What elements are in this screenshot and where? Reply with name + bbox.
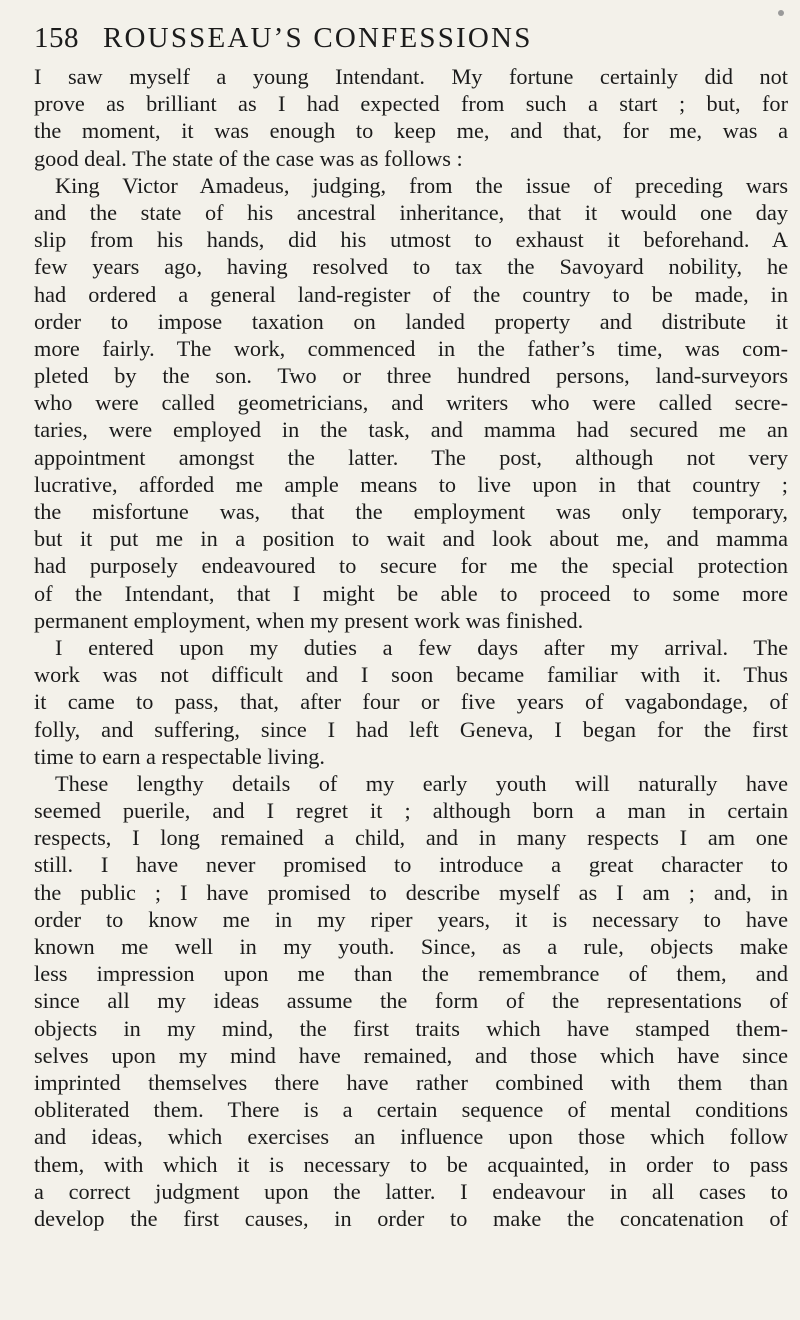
- text-line: the misfortune was, that the employment was only temporary,: [34, 499, 788, 524]
- text-line: develop the first causes, in order to make the concatenation of: [34, 1205, 788, 1231]
- text-line: the moment, it was enough to keep me, and that, for me, was a: [34, 118, 788, 144]
- running-title: ROUSSEAU’S CONFESSIONS: [103, 22, 533, 54]
- text-line: seemed puerile, and I regret it ; although born a man in certain: [34, 798, 788, 824]
- text-line: but it put me in a position to wait and look about me, and mamma: [34, 526, 788, 552]
- text-line: imprinted themselves there have rather combined with them than: [34, 1069, 788, 1095]
- text-line: time to earn a respectable living.: [34, 743, 325, 769]
- text-line: I saw myself a young Intendant. My fortune certainly did not: [34, 64, 788, 89]
- text-line: These lengthy details of my early youth will naturally have: [55, 770, 788, 796]
- running-header: [34, 22, 784, 62]
- text-line: and ideas, which exercises an influence upon those which follow: [34, 1124, 788, 1150]
- text-line: known me well in my youth. Since, as a rule, objects make: [34, 934, 788, 959]
- text-line: a correct judgment upon the latter. I endeavour in all cases to: [34, 1178, 788, 1204]
- text-line: still. I have never promised to introduce a great character to: [34, 852, 788, 878]
- text-line: few years ago, having resolved to tax the Savoyard nobility, he: [34, 254, 788, 280]
- page-number: 158: [34, 22, 79, 54]
- text-line: objects in my mind, the first traits which have stamped them-: [34, 1015, 788, 1041]
- text-line: it came to pass, that, after four or five years of vagabondage, of: [34, 689, 788, 715]
- text-line: prove as brilliant as I had expected from such a start ; but, for: [34, 91, 788, 117]
- text-line: of the Intendant, that I might be able to proceed to some more: [34, 580, 788, 606]
- text-line: I entered upon my duties a few days after my arrival. The: [55, 634, 788, 660]
- text-line: had ordered a general land-register of the country to be made, in: [34, 281, 788, 307]
- text-line: and the state of his ancestral inheritance, that it would one day: [34, 199, 788, 225]
- text-line: slip from his hands, did his utmost to exhaust it beforehand. A: [34, 227, 788, 253]
- text-line: since all my ideas assume the form of the representations of: [34, 988, 788, 1014]
- text-line: them, with which it is necessary to be acquainted, in order to pass: [34, 1151, 788, 1177]
- text-line: appointment amongst the latter. The post, although not very: [34, 444, 788, 470]
- text-line: who were called geometricians, and writers who were called secre-: [34, 390, 788, 416]
- text-line: obliterated them. There is a certain sequence of mental conditions: [34, 1097, 788, 1123]
- print-speck: [778, 10, 784, 16]
- text-line: selves upon my mind have remained, and those which have since: [34, 1042, 788, 1068]
- text-line: more fairly. The work, commenced in the father’s time, was com-: [34, 335, 788, 361]
- text-line: had purposely endeavoured to secure for me the special protection: [34, 553, 788, 579]
- text-line: order to impose taxation on landed property and distribute it: [34, 308, 788, 334]
- text-line: less impression upon me than the remembrance of them, and: [34, 961, 788, 987]
- text-line: the public ; I have promised to describe myself as I am ; and, in: [34, 879, 788, 905]
- text-line: respects, I long remained a child, and in many respects I am one: [34, 825, 788, 851]
- text-line: pleted by the son. Two or three hundred persons, land-surveyors: [34, 363, 788, 389]
- text-line: order to know me in my riper years, it is necessary to have: [34, 906, 788, 932]
- text-line: lucrative, afforded me ample means to live upon in that country ;: [34, 471, 788, 497]
- text-line: King Victor Amadeus, judging, from the issue of preceding wars: [55, 172, 788, 198]
- text-line: permanent employment, when my present work was finished.: [34, 607, 584, 633]
- text-line: good deal. The state of the case was as follows :: [34, 145, 463, 171]
- text-line: taries, were employed in the task, and mamma had secured me an: [34, 417, 788, 443]
- text-line: folly, and suffering, since I had left Geneva, I began for the first: [34, 716, 788, 742]
- body-text: [34, 63, 788, 1232]
- text-line: work was not difficult and I soon became familiar with it. Thus: [34, 662, 788, 688]
